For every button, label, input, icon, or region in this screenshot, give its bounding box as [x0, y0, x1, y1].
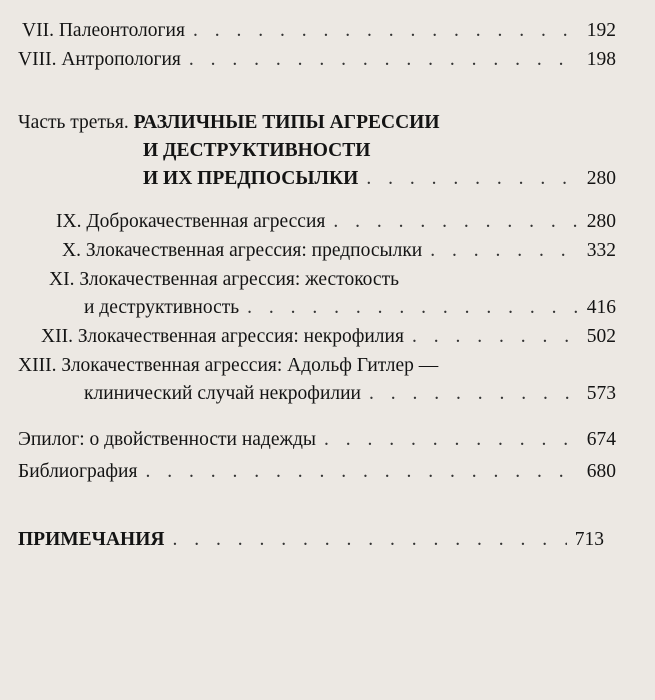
part-title-line2: И ДЕСТРУКТИВНОСТИ	[143, 140, 371, 161]
toc-entry-label-cont: клинический случай некрофилии	[84, 383, 361, 404]
toc-entry-label: Эпилог: о двойственности надежды	[18, 429, 317, 450]
toc-entry-ch13	[84, 381, 616, 407]
toc-entry-page: 198	[586, 49, 616, 70]
leader-dots	[324, 427, 579, 453]
leader-dots	[369, 381, 579, 407]
toc-entry-part3	[143, 166, 616, 192]
toc-entry-ch11-line1: XI. Злокачественная агрессия: жестокость	[49, 269, 399, 290]
toc-entry-page: 192	[586, 20, 616, 41]
toc-entry-ch7	[18, 18, 616, 44]
leader-dots	[333, 209, 578, 235]
toc-entry-ch8	[18, 47, 616, 73]
leader-dots	[430, 238, 579, 264]
part-title-line3: И ИХ ПРЕДПОСЫЛКИ	[143, 168, 359, 189]
toc-entry-ch12	[41, 324, 616, 350]
toc-entry-label: VIII. Антропология	[18, 49, 181, 70]
toc-entry-ch13-line1: XIII. Злокачественная агрессия: Адольф Гитлер —	[18, 355, 439, 376]
toc-entry-notes	[18, 527, 604, 553]
toc-entry-label: Библиография	[18, 461, 138, 482]
toc-entry-page: 502	[586, 326, 616, 347]
leader-dots	[247, 295, 579, 321]
leader-dots	[193, 18, 579, 44]
toc-entry-page: 332	[586, 240, 616, 261]
part-prefix: Часть третья.	[18, 112, 129, 133]
toc-entry-label: XII. Злокачественная агрессия: некрофилия	[41, 326, 404, 347]
toc-entry-ch9	[56, 209, 616, 235]
leader-dots	[172, 527, 566, 553]
part-heading-line1	[18, 110, 440, 136]
leader-dots	[412, 324, 579, 350]
toc-entry-ch10	[62, 238, 616, 264]
toc-entry-bibliography	[18, 459, 616, 485]
toc-entry-page: 713	[574, 529, 604, 550]
toc-entry-label-cont: и деструктивность	[84, 297, 240, 318]
toc-entry-label: X. Злокачественная агрессия: предпосылки	[62, 240, 423, 261]
toc-entry-label: VII. Палеонтология	[22, 20, 185, 41]
toc-entry-page: 674	[586, 429, 616, 450]
toc-entry-label: ПРИМЕЧАНИЯ	[18, 529, 165, 550]
toc-entry-epilogue	[18, 427, 616, 453]
toc-entry-page: 280	[586, 211, 616, 232]
leader-dots	[145, 459, 578, 485]
toc-entry-page: 680	[586, 461, 616, 482]
toc-entry-label: IX. Доброкачественная агрессия	[56, 211, 326, 232]
leader-dots	[189, 47, 579, 73]
toc-entry-page: 280	[586, 168, 616, 189]
toc-entry-page: 573	[586, 383, 616, 404]
leader-dots	[366, 166, 578, 192]
toc-entry-page: 416	[586, 297, 616, 318]
part-title-line1: РАЗЛИЧНЫЕ ТИПЫ АГРЕССИИ	[133, 112, 440, 133]
toc-entry-ch11	[84, 295, 616, 321]
